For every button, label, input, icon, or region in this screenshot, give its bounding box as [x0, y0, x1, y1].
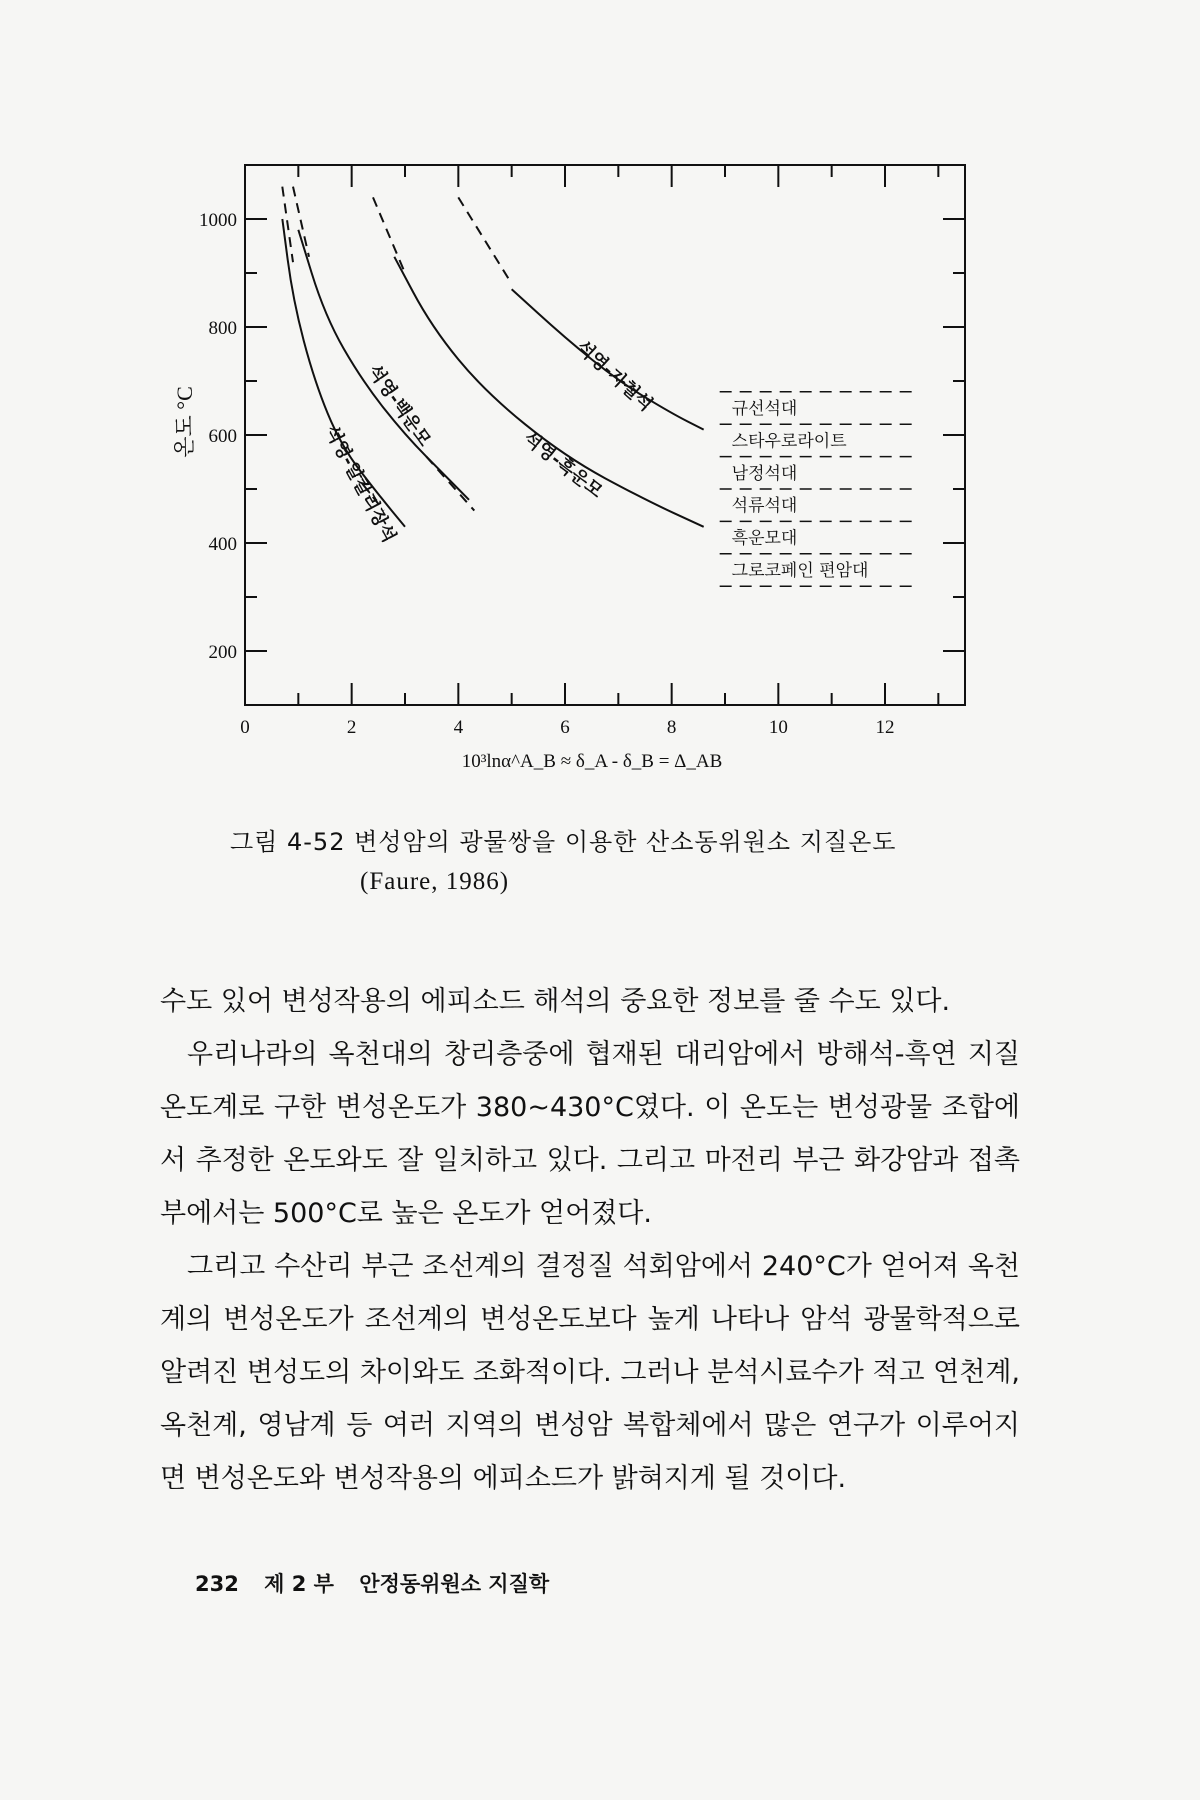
caption-source: (Faure, 1986): [360, 868, 510, 895]
series-line-dashed: [293, 187, 309, 257]
series-label: 석영-백운모: [363, 361, 435, 451]
y-tick-label: 600: [208, 426, 237, 447]
x-tick-label: 0: [240, 717, 250, 738]
paragraph: 수도 있어 변성작용의 에피소드 해석의 중요한 정보를 줄 수도 있다.: [160, 986, 951, 1017]
caption-title: 그림 4-52 변성암의 광물쌍을 이용한 산소동위원소 지질온도: [230, 828, 897, 856]
series-line: [394, 257, 703, 527]
zone-label: 스타우로라이트: [731, 431, 847, 452]
x-tick-label: 8: [666, 717, 677, 738]
page-number: 232: [195, 1572, 239, 1596]
x-tick-label: 10: [768, 717, 788, 738]
figure-caption: [230, 822, 1030, 902]
zone-label: 석류석대: [731, 496, 798, 517]
y-axis-label: 온도 °C: [172, 386, 197, 458]
y-tick-label: 200: [208, 642, 237, 663]
chart-zones: [720, 392, 912, 586]
paragraph: 그리고 수산리 부근 조선계의 결정질 석회암에서 240°C가 얻어져 옥천계의 변성온도가 조선계의 변성온도보다 높게 나타나 암석 광물학적으로 알려진 변성도의 차이와도 조화적이다. 그러나 분석시료수가 적고 연천계, 옥천계, 영남계 등 여러 지역의 변성암 복합체에서 많은 연구가 이루어지면 변성온도와 변성작용의 에피소드가 밝혀지게 될 것이다.: [160, 1251, 1020, 1494]
zone-label: 남정석대: [731, 463, 798, 484]
series-label: 석영-흑운모: [519, 427, 607, 503]
x-tick-label: 2: [346, 717, 357, 738]
x-tick-label: 4: [453, 717, 464, 738]
plot-frame: [245, 165, 965, 705]
chart-ticks: [199, 165, 965, 738]
y-tick-label: 1000: [199, 210, 237, 231]
figure: [0, 0, 1200, 800]
zone-label: 규선석대: [731, 399, 798, 419]
chart-curves: [282, 187, 703, 546]
page-footer: [195, 1568, 567, 1598]
paragraph: 우리나라의 옥천대의 창리층중에 협재된 대리암에서 방해석-흑연 지질온도계로 구한 변성온도가 380~430°C였다. 이 온도는 변성광물 조합에서 추정한 온도와도 잘 일치하고 있다. 그리고 마전리 부근 화강암과 접촉부에서는 500°C로 높은 온도가 얻어졌다.: [160, 1039, 1020, 1229]
zone-label: 그로코페인 편암대: [731, 561, 869, 581]
zone-label: 흑운모대: [731, 528, 798, 549]
y-tick-label: 800: [208, 318, 237, 339]
chapter-title: 안정동위원소 지질학: [359, 1572, 550, 1596]
series-line-dashed: [458, 197, 511, 283]
isotope-temperature-chart: [0, 0, 1200, 800]
body-text: [160, 975, 1020, 1505]
x-tick-label: 6: [560, 717, 570, 738]
series-label: 석영-자철석: [572, 336, 657, 416]
series-label: 석영-알칼리장석: [320, 422, 400, 547]
x-tick-label: 12: [875, 717, 895, 738]
y-tick-label: 400: [208, 534, 237, 555]
series-line-dashed: [373, 197, 405, 273]
x-axis-label: 10³lnα^A_B ≈ δ_A - δ_B = Δ_AB: [461, 751, 723, 772]
chart-axes: [245, 165, 965, 705]
part-label: 제 2 부: [264, 1572, 334, 1596]
